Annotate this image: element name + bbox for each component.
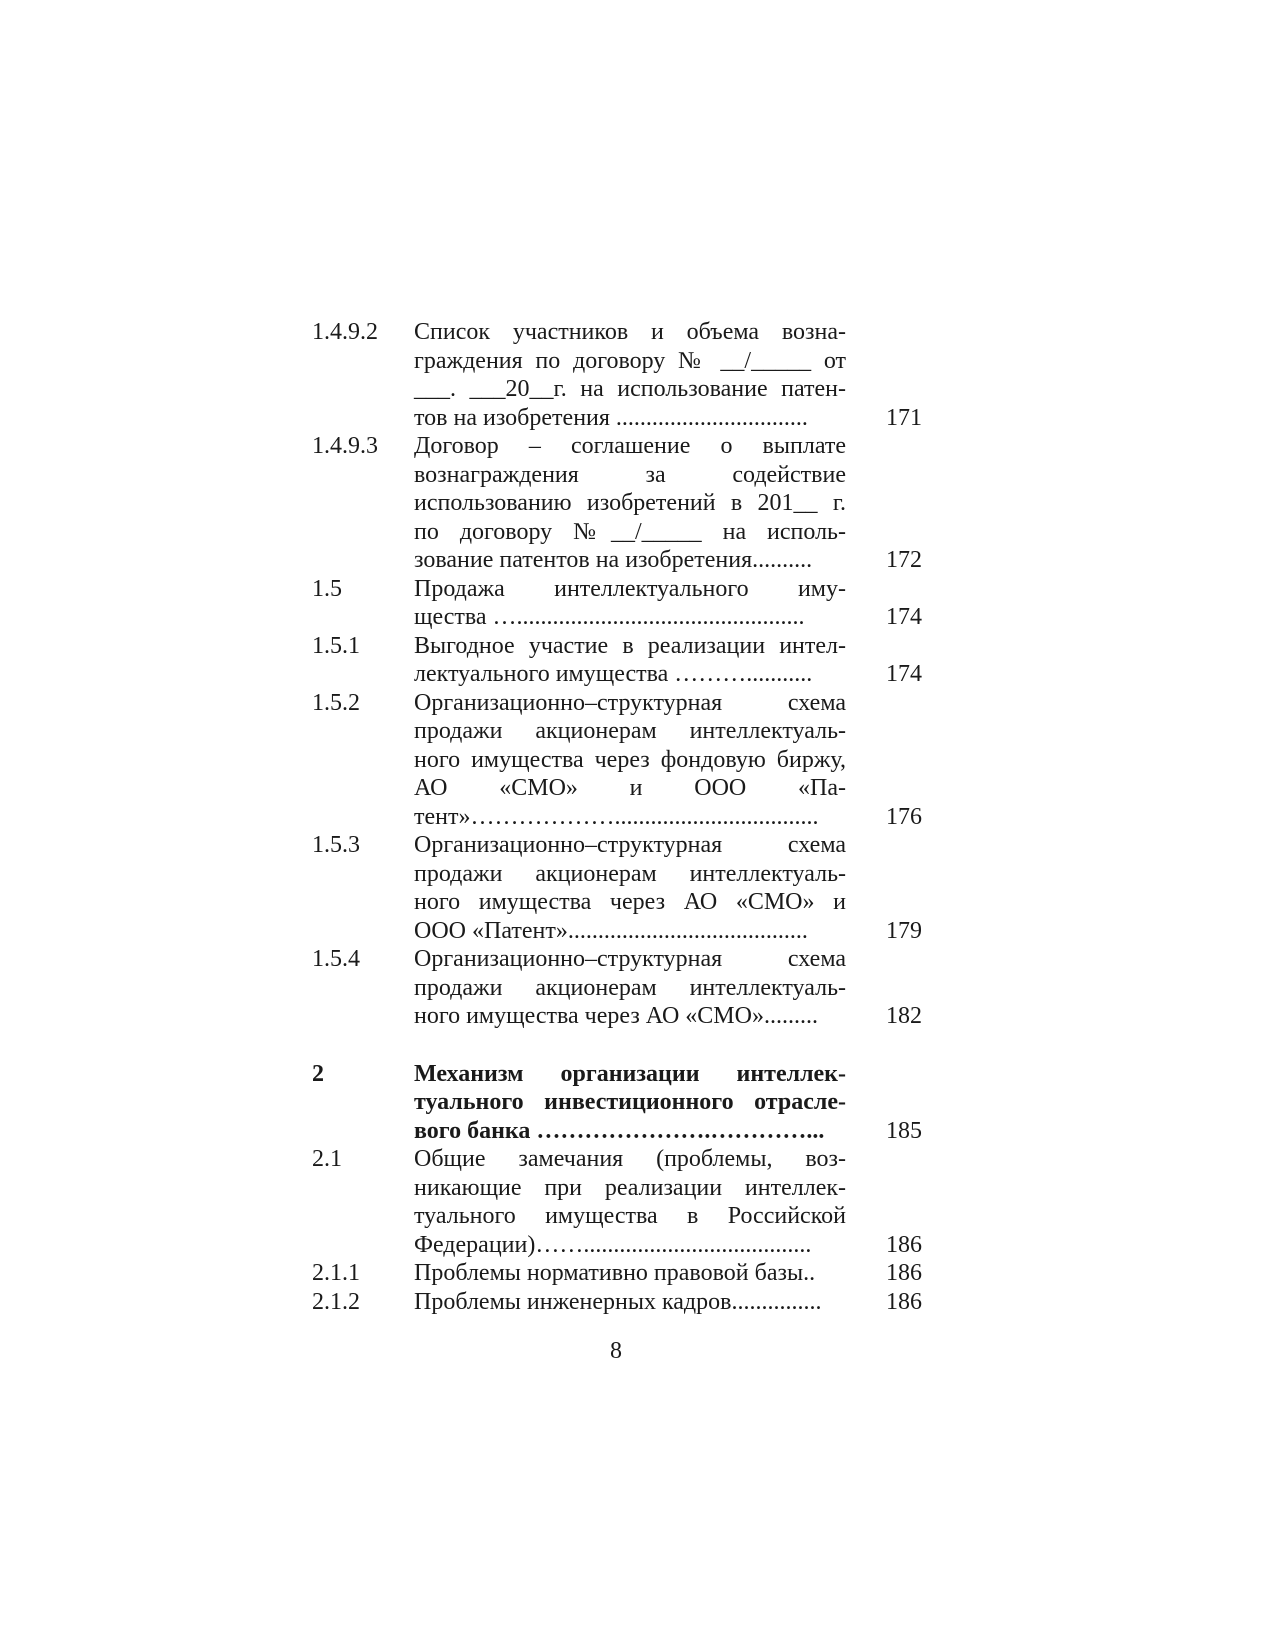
toc-entry-title	[414, 318, 846, 432]
toc-entry-title	[414, 632, 846, 689]
toc-entry	[312, 575, 922, 632]
toc-entry-number: 1.4.9.3	[312, 433, 378, 459]
toc-entry	[312, 689, 922, 832]
toc-entry	[312, 831, 922, 945]
toc-entry-title-line: продажи акционерам интеллектуаль-	[414, 718, 846, 744]
toc-entry	[312, 1145, 922, 1259]
toc-entry-title-line: использованию изобретений в 201__ г.	[414, 490, 846, 516]
toc-entry-title-line: Проблемы нормативно правовой базы..	[414, 1260, 816, 1286]
toc-entry-title-line: зование патентов на изобретения..........	[414, 547, 813, 573]
table-of-contents	[312, 318, 922, 1316]
toc-entry	[312, 945, 922, 1031]
toc-entry-number: 2	[312, 1060, 324, 1087]
toc-entry-title-line: щества …................................................	[414, 604, 805, 630]
toc-entry-title-line: тент»………………..................................	[414, 803, 819, 830]
toc-entry	[312, 432, 922, 575]
toc-entry-page: 176	[886, 803, 922, 830]
toc-entry-title-line: Проблемы инженерных кадров...............	[414, 1288, 822, 1315]
page-number: 8	[610, 1338, 622, 1364]
toc-entry-page: 186	[886, 1260, 922, 1286]
toc-entry-title-line: ного имущества через фондовую биржу,	[414, 746, 846, 773]
toc-entry-number: 2.1.2	[312, 1288, 360, 1315]
toc-entry-number: 1.5.1	[312, 632, 360, 659]
toc-entry-title-line: Организационно–структурная схема	[414, 832, 846, 858]
toc-entry-title-line: ___. ___20__г. на использование патен-	[414, 376, 846, 402]
toc-entry-title-line: ООО «Патент»........................................	[414, 917, 808, 944]
toc-entry-title-line: Федерации)……......................................	[414, 1231, 812, 1258]
toc-entry-title	[414, 1060, 846, 1146]
toc-entry-title	[414, 575, 846, 632]
toc-entry-title-line: Выгодное участие в реализации интел-	[414, 632, 846, 659]
toc-entry-page: 171	[886, 404, 922, 431]
toc-entry-title	[414, 689, 846, 832]
toc-entry-title-line: АО «СМО» и ООО «Па-	[414, 775, 846, 801]
toc-entry-title-line: Организационно–структурная схема	[414, 946, 846, 972]
toc-entry-title	[414, 1145, 846, 1259]
toc-entry-page: 174	[886, 661, 922, 687]
toc-entry-page: 172	[886, 547, 922, 573]
toc-entry-title-line: Организационно–структурная схема	[414, 689, 846, 716]
toc-entry	[312, 1060, 922, 1146]
toc-entry-title-line: вознаграждения за содействие	[414, 461, 846, 488]
toc-entry-title-line: Договор – соглашение о выплате	[414, 433, 846, 459]
toc-entry-title-line: ного имущества через АО «СМО».........	[414, 1003, 818, 1029]
toc-entry-title	[414, 1259, 846, 1288]
toc-entry-title	[414, 945, 846, 1031]
toc-entry-title-line: продажи акционерам интеллектуаль-	[414, 860, 846, 887]
toc-entry-title	[414, 432, 846, 575]
toc-entry-title-line: никающие при реализации интеллек-	[414, 1174, 846, 1201]
toc-entry-title	[414, 1288, 846, 1317]
toc-entry-page: 186	[886, 1231, 922, 1258]
toc-entry	[312, 632, 922, 689]
toc-entry-title-line: продажи акционерам интеллектуаль-	[414, 974, 846, 1001]
toc-entry-title-line: Список участников и объема возна-	[414, 319, 846, 345]
toc-entry-title-line: Продажа интеллектуального иму-	[414, 575, 846, 602]
toc-entry	[312, 318, 922, 432]
toc-entry-number: 2.1	[312, 1146, 342, 1172]
toc-entry-title-line: туального имущества в Российской	[414, 1203, 846, 1229]
toc-entry-title-line: вого банка ………………….…………...	[414, 1117, 825, 1144]
toc-entry-page: 174	[886, 604, 922, 630]
toc-entry-page: 179	[886, 917, 922, 944]
toc-entry-title-line: ного имущества через АО «СМО» и	[414, 889, 846, 915]
toc-entry-title-line: граждения по договору № __/_____ от	[414, 347, 846, 374]
toc-entry-title-line: лектуального имущества ………...........	[414, 661, 813, 687]
toc-entry-title-line: тов на изобретения ................................	[414, 404, 808, 431]
toc-entry-number: 1.5.2	[312, 689, 360, 716]
toc-entry-title-line: Общие замечания (проблемы, воз-	[414, 1146, 846, 1172]
toc-entry	[312, 1288, 922, 1317]
toc-entry-page: 182	[886, 1003, 922, 1029]
toc-entry-title-line: по договору №__/_____ на исполь-	[414, 518, 846, 545]
toc-entry-number: 1.5.3	[312, 832, 360, 858]
toc-entry-title-line: Механизм организации интеллек-	[414, 1060, 846, 1087]
toc-entry-number: 1.4.9.2	[312, 319, 378, 345]
toc-entry-number: 2.1.1	[312, 1260, 360, 1286]
toc-entry-title	[414, 831, 846, 945]
toc-entry-number: 1.5	[312, 575, 342, 602]
toc-entry-number: 1.5.4	[312, 946, 360, 972]
toc-entry	[312, 1259, 922, 1288]
toc-entry-title-line: туального инвестиционного отрасле-	[414, 1089, 846, 1115]
toc-entry-page: 185	[886, 1117, 922, 1144]
toc-entry-page: 186	[886, 1288, 922, 1315]
